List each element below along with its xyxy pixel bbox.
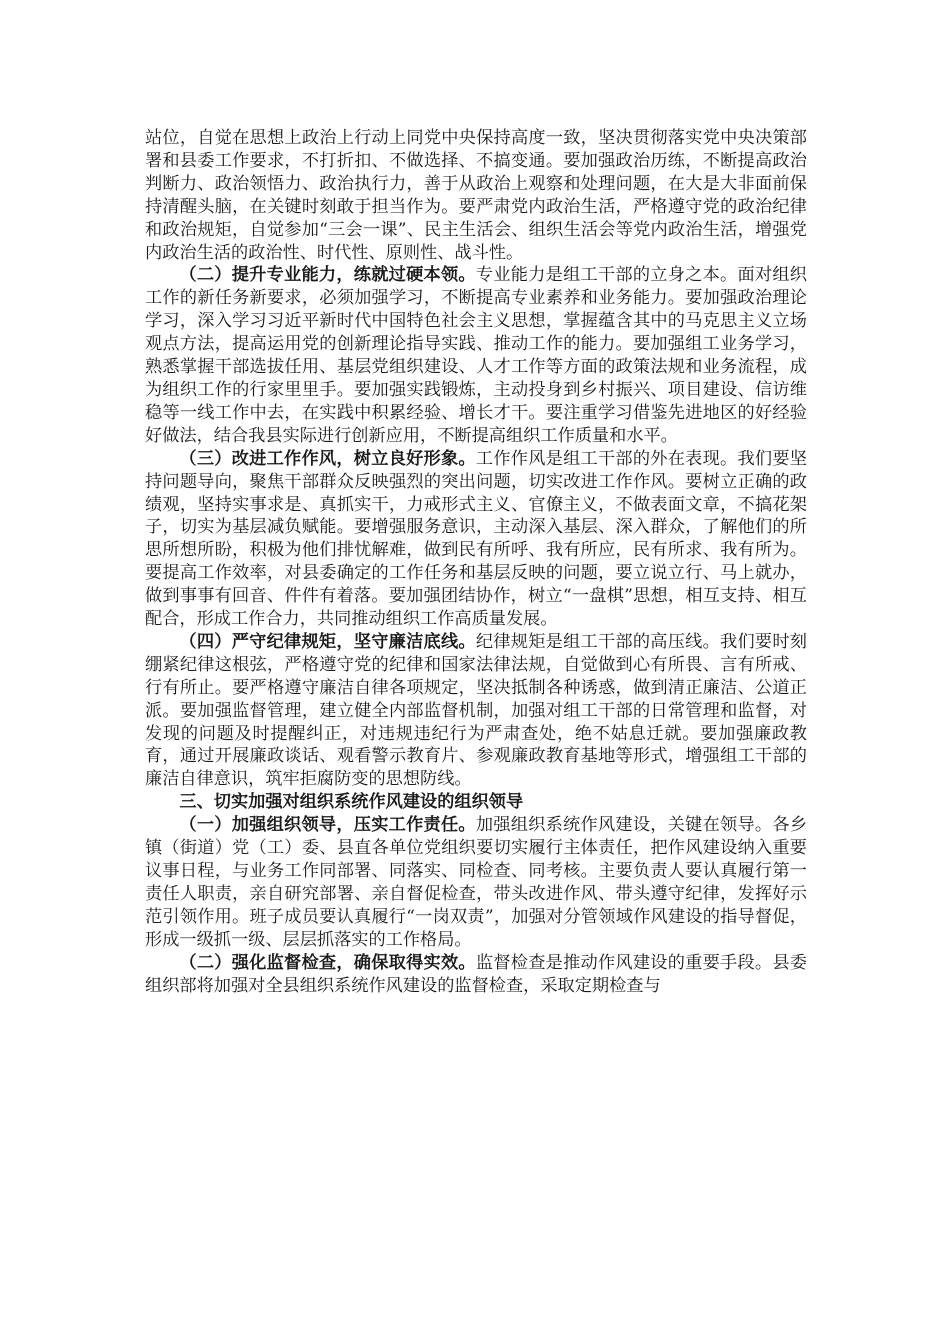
- paragraph-lead: （一）加强组织领导，压实工作责任。: [179, 815, 476, 836]
- paragraph-lead: （四）严守纪律规矩，坚守廉洁底线。: [179, 631, 476, 652]
- paragraph-body: 专业能力是组工干部的立身之本。面对组织工作的新任务新要求，必须加强学习，不断提高专业素养和业务能力。要加强政治理论学习，深入学习习近平新时代中国特色社会主义思想，掌握蕴含其中的马克思主义立场观点方法，提高运用党的创新理论指导实践、推动工作的能力。要加强组工业务学习，熟悉掌握干部选拔任用、基层党组织建设、人才工作等方面的政策法规和业务流程，成为组织工作的行家里里手。要加强实践锻炼，主动投身到乡村振兴、项目建设、信访维稳等一线工作中去，在实践中积累经验、增长才干。要注重学习借鉴先进地区的好经验好做法，结合我县实际进行创新应用，不断提高组织工作质量和水平。: [145, 265, 807, 446]
- paragraph-body: 工作作风是组工干部的外在表现。我们要坚持问题导向，聚焦干部群众反映强烈的突出问题，切实改进工作作风。要树立正确的政绩观，坚持实事求是、真抓实干，力戒形式主义、官僚主义，不做表面文章，不搞花架子，切实为基层减负赋能。要增强服务意识，主动深入基层、深入群众，了解他们的所思所想所盼，积极为他们排忧解难，做到民有所呼、我有所应，民有所求、我有所为。要提高工作效率，对县委确定的工作任务和基层反映的问题，要立说立行、马上就办，做到事事有回音、件件有着落。要加强团结协作，树立“一盘棋”思想，相互支持、相互配合，形成工作合力，共同推动组织工作高质量发展。: [145, 448, 807, 630]
- paragraph-continuation: 站位，自觉在思想上政治上行动上同党中央保持高度一致，坚决贯彻落实党中央决策部署和县委工作要求，不打折扣、不做选择、不搞变通。要加强政治历练，不断提高政治判断力、政治领悟力、政治执行力，善于从政治上观察和处理问题，在大是大非面前保持清醒头脑，在关键时刻敢于担当作为。要严肃党内政治生活，严格遵守党的政治纪律和政治规矩，自觉参加“三会一课”、民主生活会、组织生活会等党内政治生活，增强党内政治生活的政治性、时代性、原则性、战斗性。: [145, 128, 807, 263]
- paragraph-body: 加强组织系统作风建设，关键在领导。各乡镇（街道）党（工）委、县直各单位党组织要切实履行主体责任，把作风建设纳入重要议事日程，与业务工作同部署、同落实、同检查、同考核。主要负责人要认真履行第一责任人职责，亲自研究部署、亲自督促检查，带头改进作风、带头遵守纪律，发挥好示范引领作用。班子成员要认真履行“一岗双责”，加强对分管领域作风建设的指导督促，形成一级抓一级、层层抓落实的工作格局。: [145, 815, 807, 950]
- paragraph-lead: （三）改进工作作风，树立良好形象。: [179, 448, 476, 469]
- section-heading: 三、切实加强对组织系统作风建设的组织领导: [179, 792, 524, 813]
- paragraph-lead: （二）提升专业能力，练就过硬本领。: [179, 265, 476, 286]
- paragraph-lead: （二）强化监督检查，确保取得实效。: [179, 952, 476, 973]
- paragraph-body: 纪律规矩是组工干部的高压线。我们要时刻绷紧纪律这根弦，严格遵守党的纪律和国家法律法规，自觉做到心有所畏、言有所戒、行有所止。要严格遵守廉洁自律各项规定，坚决抵制各种诱惑，做到清正廉洁、公道正派。要加强监督管理，建立健全内部监督机制，加强对组工干部的日常管理和监督，对发现的问题及时提醒纠正，对违规违纪行为严肃查处，绝不姑息迁就。要加强廉政教育，通过开展廉政谈话、观看警示教育片、参观廉政教育基地等形式，增强组工干部的廉洁自律意识，筑牢拒腐防变的思想防线。: [145, 631, 807, 790]
- paragraph-body: 监督检查是推动作风建设的重要手段。县委组织部将加强对全县组织系统作风建设的监督检查，采取定期检查与: [145, 952, 807, 996]
- paragraph-leadership: [145, 814, 807, 951]
- paragraph-professional-ability: [145, 264, 807, 447]
- paragraph-supervision: [145, 952, 807, 998]
- paragraph-discipline: [145, 631, 807, 791]
- paragraph-work-style: [145, 448, 807, 631]
- document-page: [145, 127, 807, 997]
